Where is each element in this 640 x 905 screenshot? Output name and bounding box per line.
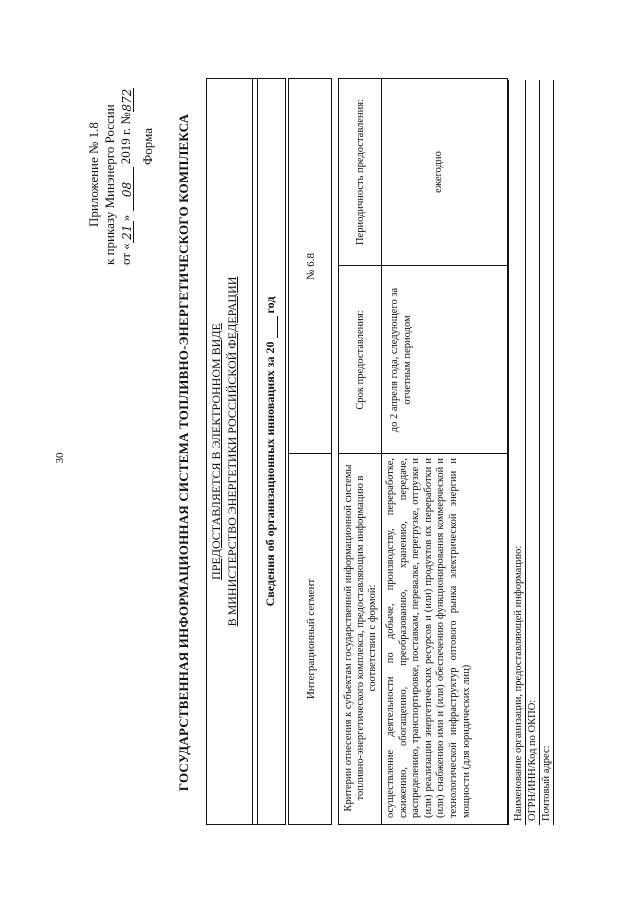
- year-blank: [265, 316, 278, 338]
- org-field-row: [540, 80, 554, 825]
- deadline-header-rule: [381, 79, 382, 454]
- postal-address-field-label: Почтовый адрес:: [541, 745, 552, 821]
- page-number: 30: [54, 452, 66, 464]
- appendix-line-3: [118, 65, 134, 265]
- deadline-header: Срок предоставления:: [355, 310, 366, 410]
- criteria-header-rule: [381, 454, 382, 824]
- appendix-line-1: Приложение № 1.8: [86, 122, 101, 227]
- period-value: ежегодно: [433, 151, 444, 193]
- segment-number: № 6.8: [305, 253, 317, 280]
- order-number: 872: [120, 88, 134, 112]
- organization-fields: [512, 80, 554, 825]
- form-label: Форма: [140, 128, 155, 165]
- column-divider-1: [339, 453, 507, 454]
- org-field-row: [526, 80, 540, 825]
- electronic-line-2: В МИНИСТЕРСТВО ЭНЕРГЕТИКИ РОССИЙСКОЙ ФЕДЕРАЦИИ: [225, 276, 239, 627]
- criteria-text: осуществление деятельности по добыче, производству, переработке, сжижению, обогащению, преобразованию, хранению, передаче, распределению, транспортировке, поставкам, перевалке, перегрузке, отгрузке и (или) реализации энергетических ресурсов и (или) продуктов их переработки и (или) снабжению ими и (или) обеспечению функционирования коммерческой и технологической инфраструктур оптового рынка электрической энергии и мощности (для юридических лиц): [385, 458, 472, 818]
- segment-row: [288, 78, 332, 825]
- criteria-table: [338, 78, 508, 825]
- org-name-field-label: Наименование организации, предоставляющей информацию:: [513, 545, 524, 821]
- system-title: ГОСУДАРСТВЕННАЯ ИНФОРМАЦИОННАЯ СИСТЕМА ТОПЛИВНО-ЭНЕРГЕТИЧЕСКОГО КОМПЛЕКСА: [176, 113, 191, 792]
- segment-label: Интеграционный сегмент: [305, 578, 317, 700]
- appendix-reference: [86, 65, 134, 265]
- electronic-submission-box: [206, 78, 258, 825]
- order-month: 08: [119, 167, 134, 211]
- org-ids-field-label: ОГРН/ИНН/Код по ОКПО:: [527, 699, 538, 821]
- order-date-mid: »: [118, 214, 133, 222]
- column-divider-2: [339, 265, 507, 266]
- order-year: 2019 г. №: [118, 112, 133, 165]
- electronic-line-1: ПРЕДОСТАВЛЯЕТСЯ В ЭЛЕКТРОННОМ ВИДЕ: [209, 323, 223, 580]
- org-field-row: [512, 80, 526, 825]
- org-fields-top-rule: [508, 80, 509, 825]
- criteria-header: Критерии отнесения к субъектам государственной информационной системы топливно-энергетического комплекса, предоставляющим информацию в соответствии с формой:: [343, 464, 378, 812]
- order-day: 21: [119, 221, 134, 243]
- order-date-prefix: от «: [118, 243, 133, 265]
- period-header: Периодичность предоставления:: [355, 98, 366, 246]
- appendix-line-2: к приказу Минэнерго России: [102, 104, 117, 265]
- report-title-box: [252, 78, 286, 825]
- deadline-value: до 2 апреля года, следующего за отчетным периодом: [389, 287, 413, 433]
- report-title-suffix: год: [263, 296, 277, 314]
- report-title-prefix: Сведения об организационных инновациях за 20: [263, 341, 277, 607]
